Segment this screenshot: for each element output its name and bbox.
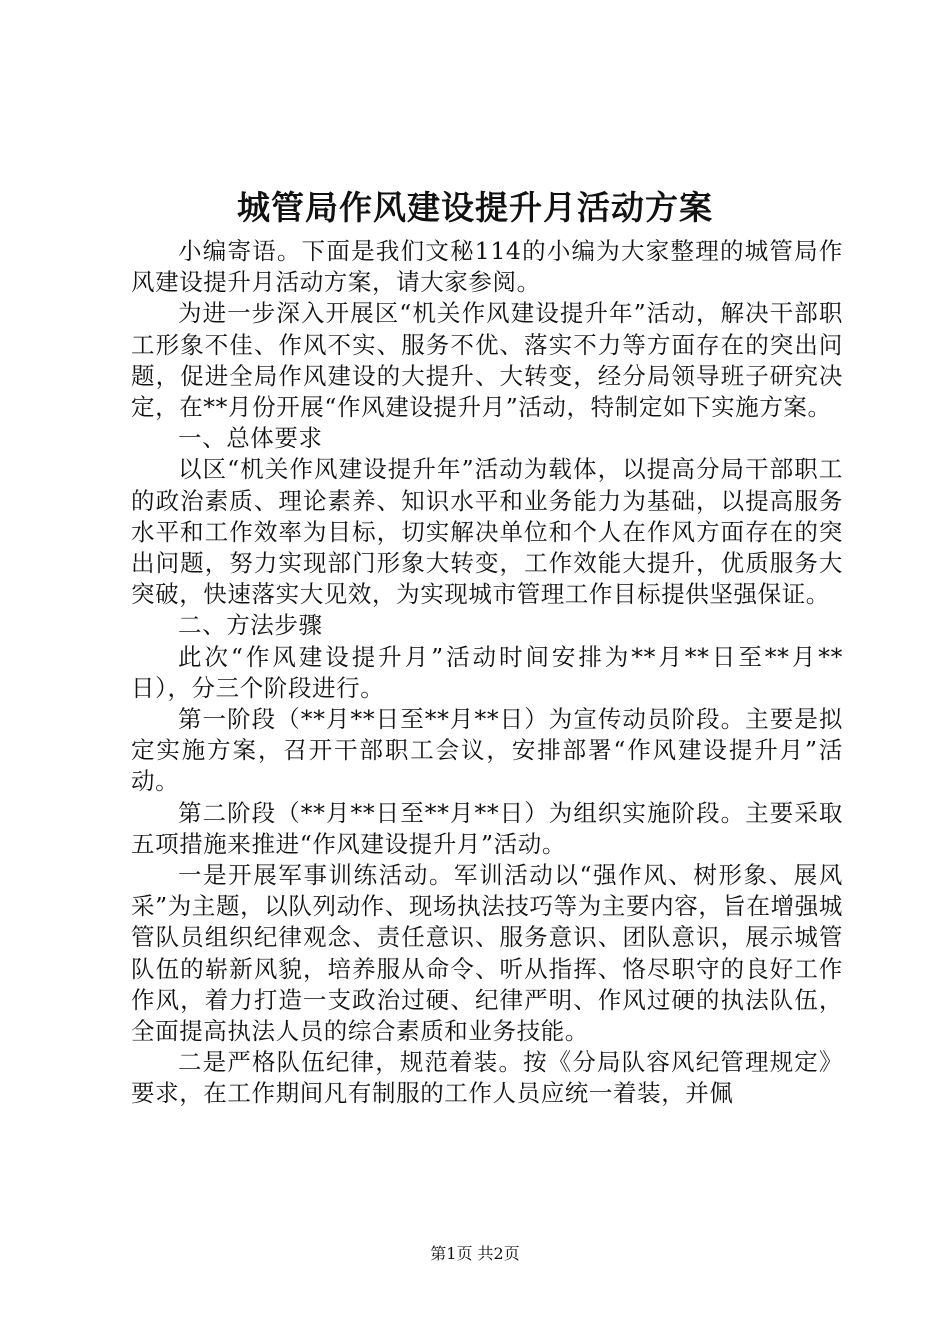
- section-heading-method-steps: 二、方法步骤: [178, 611, 323, 640]
- document-title: 城管局作风建设提升月活动方案: [237, 188, 713, 227]
- schedule-paragraph: 此次“作风建设提升月”活动时间安排为**月**日至**月**日），分三个阶段进行。: [131, 642, 843, 702]
- section-heading-general-requirements: 一、总体要求: [178, 424, 323, 453]
- page-number-footer: 第1页 共2页: [430, 1244, 520, 1263]
- general-requirements-paragraph: 以区“机关作风建设提升年”活动为载体，以提高分局干部职工的政治素质、理论素养、知识水平和业务能力为基础，以提高服务水平和工作效率为目标，切实解决单位和个人在作风方面存在的突出问题，努力实现部门形象大转变，工作效能大提升，优质服务大突破，快速落实大见效，为实现城市管理工作目标提供坚强保证。: [131, 455, 843, 609]
- purpose-paragraph: 为进一步深入开展区“机关作风建设提升年”活动，解决干部职工形象不佳、作风不实、服务不优、落实不力等方面存在的突出问题，促进全局作风建设的大提升、大转变，经分局领导班子研究决定，在**月份开展“作风建设提升月”活动，特制定如下实施方案。: [131, 299, 843, 422]
- phase-one-paragraph: 第一阶段（**月**日至**月**日）为宣传动员阶段。主要是拟定实施方案，召开干部职工会议，安排部署“作风建设提升月”活动。: [131, 705, 843, 796]
- measure-one-paragraph: 一是开展军事训练活动。军训活动以“强作风、树形象、展风采”为主题，以队列动作、现场执法技巧等为主要内容，旨在增强城管队员组织纪律观念、责任意识、服务意识、团队意识，展示城管队伍的崭新风貌，培养服从命令、听从指挥、恪尽职守的良好工作作风，着力打造一支政治过硬、纪律严明、作风过硬的执法队伍，全面提高执法人员的综合素质和业务技能。: [131, 861, 843, 1046]
- phase-two-paragraph: 第二阶段（**月**日至**月**日）为组织实施阶段。主要采取五项措施来推进“作风建设提升月”活动。: [131, 798, 843, 858]
- intro-paragraph: 小编寄语。下面是我们文秘114的小编为大家整理的城管局作风建设提升月活动方案，请大家参阅。: [131, 237, 843, 297]
- measure-two-paragraph: 二是严格队伍纪律，规范着装。按《分局队容风纪管理规定》要求，在工作期间凡有制服的工作人员应统一着装，并佩: [131, 1048, 843, 1108]
- document-body: [131, 236, 843, 1110]
